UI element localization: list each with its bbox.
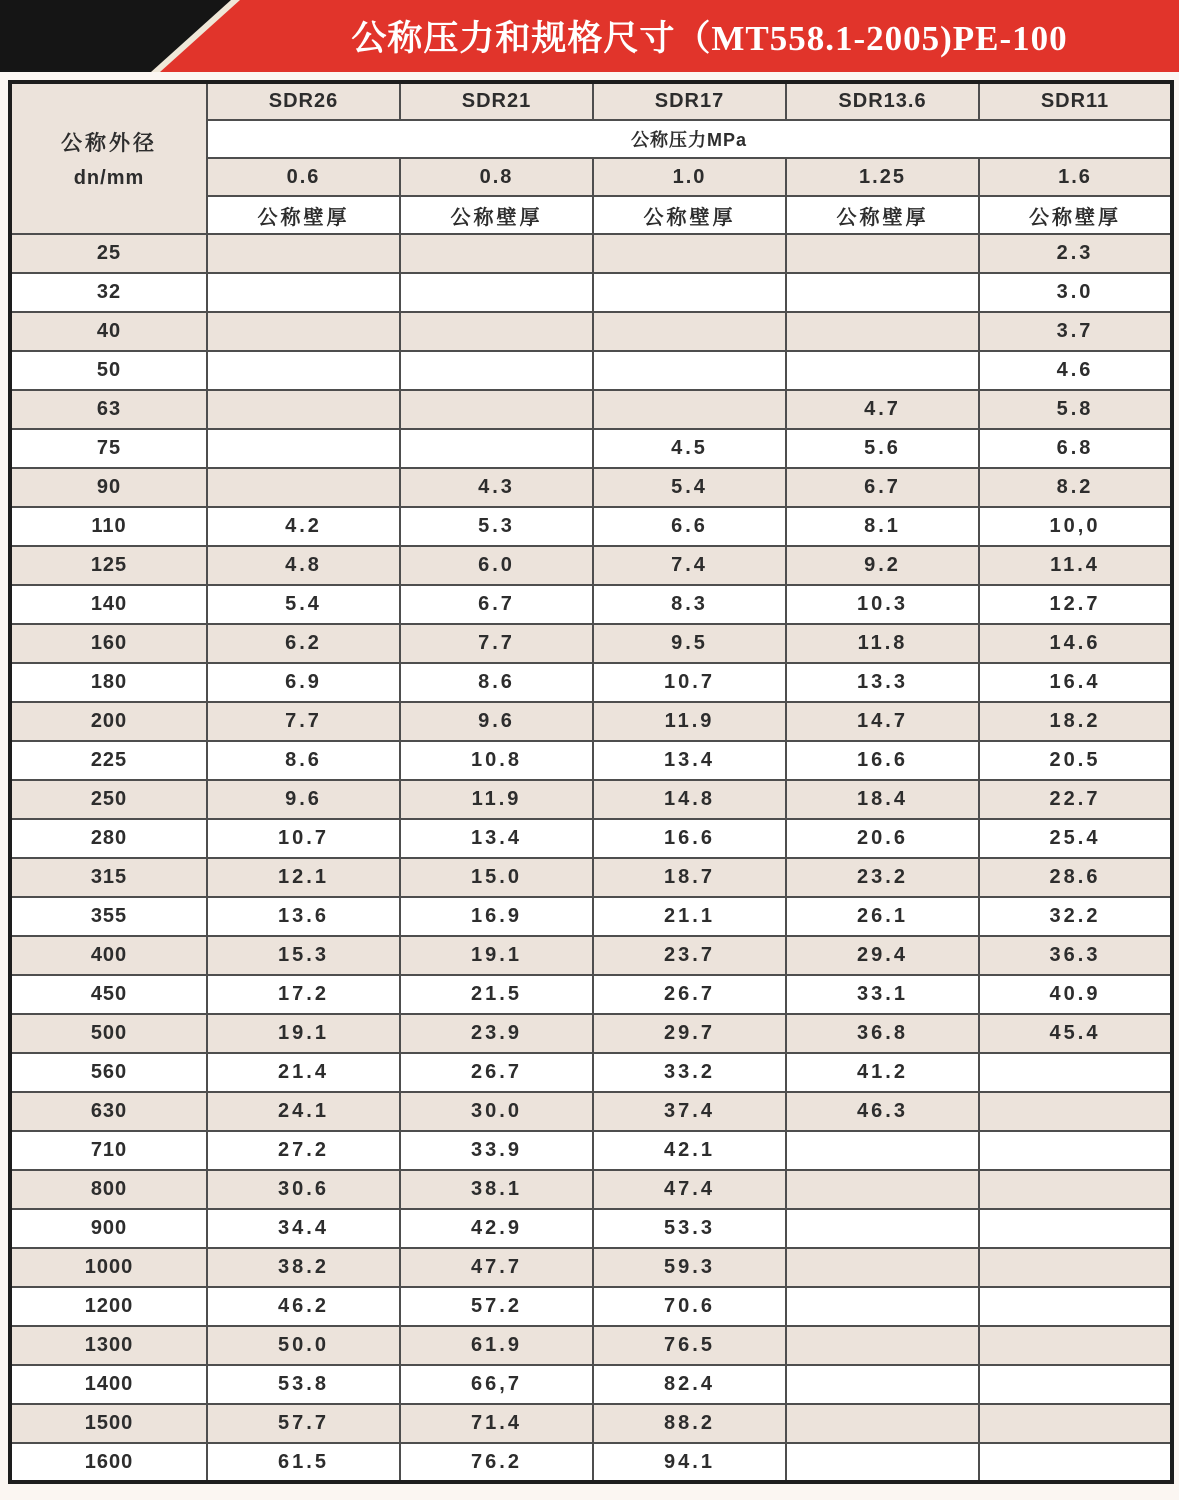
wall-thickness-cell: 26.7: [400, 1053, 593, 1092]
wall-thickness-cell: 4.8: [207, 546, 400, 585]
wall-thickness-cell: 45.4: [979, 1014, 1172, 1053]
wall-thickness-cell: 6.7: [786, 468, 979, 507]
pressure-unit-header: 公称压力MPa: [207, 120, 1172, 158]
table-row: [10, 1209, 1172, 1248]
wall-thickness-cell: [400, 429, 593, 468]
wall-thickness-cell: [786, 1209, 979, 1248]
dn-cell: 63: [10, 390, 207, 429]
wall-thickness-cell: 12.7: [979, 585, 1172, 624]
dn-cell: 1200: [10, 1287, 207, 1326]
wall-thickness-cell: 23.7: [593, 936, 786, 975]
wall-thickness-cell: 21.1: [593, 897, 786, 936]
wall-thickness-cell: [979, 1365, 1172, 1404]
wall-thickness-cell: 14.6: [979, 624, 1172, 663]
dn-cell: 450: [10, 975, 207, 1014]
wall-thickness-cell: [979, 1092, 1172, 1131]
dn-cell: 125: [10, 546, 207, 585]
table-row: [10, 351, 1172, 390]
wall-thickness-cell: 11.9: [593, 702, 786, 741]
wall-thickness-cell: 9.2: [786, 546, 979, 585]
table-row: [10, 546, 1172, 585]
wall-thickness-cell: 4.7: [786, 390, 979, 429]
dn-cell: 560: [10, 1053, 207, 1092]
wall-thickness-cell: 50.0: [207, 1326, 400, 1365]
wall-thickness-cell: 30.0: [400, 1092, 593, 1131]
wall-thickness-cell: [979, 1326, 1172, 1365]
table-row: [10, 819, 1172, 858]
pressure-value: 1.25: [786, 158, 979, 196]
wall-thickness-cell: 16.4: [979, 663, 1172, 702]
wall-thickness-cell: 38.2: [207, 1248, 400, 1287]
dn-cell: 315: [10, 858, 207, 897]
dn-cell: 90: [10, 468, 207, 507]
wall-thickness-cell: 10.7: [207, 819, 400, 858]
wall-thickness-cell: 18.2: [979, 702, 1172, 741]
wall-thickness-cell: [979, 1170, 1172, 1209]
table-row: [10, 1287, 1172, 1326]
wall-thickness-cell: 21.5: [400, 975, 593, 1014]
table-row: [10, 702, 1172, 741]
wall-thickness-cell: 10.8: [400, 741, 593, 780]
wall-thickness-cell: [979, 1248, 1172, 1287]
wall-thickness-cell: 4.5: [593, 429, 786, 468]
wall-thickness-cell: 61.5: [207, 1443, 400, 1482]
wall-thickness-cell: 57.7: [207, 1404, 400, 1443]
wall-thickness-cell: [786, 351, 979, 390]
wall-thickness-cell: 41.2: [786, 1053, 979, 1092]
wall-thickness-cell: 21.4: [207, 1053, 400, 1092]
wall-thickness-header: 公称壁厚: [207, 196, 400, 234]
table-row: [10, 1365, 1172, 1404]
table-row: [10, 975, 1172, 1014]
wall-thickness-cell: 42.9: [400, 1209, 593, 1248]
wall-thickness-cell: 33.9: [400, 1131, 593, 1170]
wall-thickness-cell: [207, 429, 400, 468]
table-row: [10, 858, 1172, 897]
wall-thickness-cell: 7.4: [593, 546, 786, 585]
spec-table-body: [10, 234, 1172, 1482]
sdr-header-sdr11: SDR11: [979, 82, 1172, 120]
wall-thickness-cell: 6.0: [400, 546, 593, 585]
wall-thickness-cell: 34.4: [207, 1209, 400, 1248]
wall-thickness-cell: 8.1: [786, 507, 979, 546]
wall-thickness-cell: 33.1: [786, 975, 979, 1014]
wall-thickness-cell: 2.3: [979, 234, 1172, 273]
table-row: [10, 1326, 1172, 1365]
dn-cell: 280: [10, 819, 207, 858]
dn-cell: 225: [10, 741, 207, 780]
wall-thickness-cell: [979, 1131, 1172, 1170]
wall-thickness-cell: 5.3: [400, 507, 593, 546]
wall-thickness-cell: 8.6: [400, 663, 593, 702]
wall-thickness-cell: 26.1: [786, 897, 979, 936]
wall-thickness-cell: 13.4: [400, 819, 593, 858]
wall-thickness-cell: 70.6: [593, 1287, 786, 1326]
dn-cell: 50: [10, 351, 207, 390]
corner-header-line2: dn/mm: [73, 167, 145, 189]
wall-thickness-cell: 4.6: [979, 351, 1172, 390]
wall-thickness-cell: 5.4: [593, 468, 786, 507]
wall-thickness-cell: [786, 1170, 979, 1209]
wall-thickness-cell: 33.2: [593, 1053, 786, 1092]
wall-thickness-cell: 6.2: [207, 624, 400, 663]
wall-thickness-cell: 13.6: [207, 897, 400, 936]
wall-thickness-cell: 19.1: [207, 1014, 400, 1053]
wall-thickness-cell: 11.9: [400, 780, 593, 819]
wall-thickness-cell: 59.3: [593, 1248, 786, 1287]
wall-thickness-cell: [786, 1287, 979, 1326]
sdr-header-sdr13-6: SDR13.6: [786, 82, 979, 120]
corner-header-line1: 公称外径: [61, 132, 157, 155]
wall-thickness-cell: 46.2: [207, 1287, 400, 1326]
wall-thickness-cell: 32.2: [979, 897, 1172, 936]
dn-cell: 1600: [10, 1443, 207, 1482]
dn-cell: 900: [10, 1209, 207, 1248]
wall-thickness-cell: 24.1: [207, 1092, 400, 1131]
dn-cell: 140: [10, 585, 207, 624]
dn-cell: 355: [10, 897, 207, 936]
wall-thickness-header: 公称壁厚: [979, 196, 1172, 234]
wall-thickness-header: 公称壁厚: [786, 196, 979, 234]
wall-thickness-cell: [400, 273, 593, 312]
wall-thickness-cell: [979, 1404, 1172, 1443]
wall-thickness-cell: 9.5: [593, 624, 786, 663]
pressure-value: 1.0: [593, 158, 786, 196]
pressure-value: 1.6: [979, 158, 1172, 196]
wall-thickness-cell: [786, 1131, 979, 1170]
dn-cell: 1500: [10, 1404, 207, 1443]
wall-thickness-cell: 17.2: [207, 975, 400, 1014]
page-title: 公称压力和规格尺寸（MT558.1-2005)PE-100: [351, 19, 1068, 58]
wall-thickness-cell: [207, 351, 400, 390]
dn-cell: 110: [10, 507, 207, 546]
dn-cell: 1400: [10, 1365, 207, 1404]
wall-thickness-cell: 5.8: [979, 390, 1172, 429]
sdr-header-sdr17: SDR17: [593, 82, 786, 120]
wall-thickness-cell: [979, 1209, 1172, 1248]
table-row: [10, 1170, 1172, 1209]
wall-thickness-cell: [979, 1053, 1172, 1092]
wall-thickness-cell: [786, 234, 979, 273]
wall-thickness-cell: 66,7: [400, 1365, 593, 1404]
sdr-header-sdr26: SDR26: [207, 82, 400, 120]
sdr-header-row: [10, 82, 1172, 120]
wall-thickness-cell: 15.3: [207, 936, 400, 975]
wall-thickness-cell: [593, 351, 786, 390]
wall-thickness-cell: 8.6: [207, 741, 400, 780]
dn-cell: 180: [10, 663, 207, 702]
table-row: [10, 585, 1172, 624]
wall-thickness-cell: [786, 1365, 979, 1404]
wall-thickness-cell: [400, 234, 593, 273]
dn-cell: 250: [10, 780, 207, 819]
wall-thickness-cell: 20.6: [786, 819, 979, 858]
table-row: [10, 624, 1172, 663]
wall-thickness-cell: [593, 273, 786, 312]
pressure-value: 0.8: [400, 158, 593, 196]
table-row: [10, 780, 1172, 819]
wall-thickness-cell: 14.7: [786, 702, 979, 741]
wall-thickness-cell: 9.6: [400, 702, 593, 741]
table-row: [10, 1092, 1172, 1131]
wall-thickness-cell: [979, 1443, 1172, 1482]
wall-thickness-cell: 36.8: [786, 1014, 979, 1053]
wall-thickness-cell: [979, 1287, 1172, 1326]
wall-thickness-cell: [593, 390, 786, 429]
wall-thickness-cell: [207, 273, 400, 312]
wall-thickness-cell: [400, 351, 593, 390]
wall-thickness-cell: 47.4: [593, 1170, 786, 1209]
dn-cell: 25: [10, 234, 207, 273]
wall-thickness-cell: 7.7: [207, 702, 400, 741]
wall-thickness-cell: 13.4: [593, 741, 786, 780]
table-row: [10, 1248, 1172, 1287]
wall-thickness-cell: 71.4: [400, 1404, 593, 1443]
wall-thickness-cell: 8.3: [593, 585, 786, 624]
wall-thickness-cell: [207, 468, 400, 507]
wall-thickness-cell: 6.8: [979, 429, 1172, 468]
dn-cell: 1000: [10, 1248, 207, 1287]
table-row: [10, 312, 1172, 351]
wall-thickness-cell: 47.7: [400, 1248, 593, 1287]
wall-thickness-cell: 82.4: [593, 1365, 786, 1404]
wall-thickness-cell: 28.6: [979, 858, 1172, 897]
wall-thickness-cell: 26.7: [593, 975, 786, 1014]
sdr-header-sdr21: SDR21: [400, 82, 593, 120]
table-row: [10, 897, 1172, 936]
wall-thickness-cell: 16.6: [593, 819, 786, 858]
wall-thickness-header: 公称壁厚: [400, 196, 593, 234]
wall-thickness-cell: 11.8: [786, 624, 979, 663]
table-row: [10, 1131, 1172, 1170]
wall-thickness-cell: 11.4: [979, 546, 1172, 585]
wall-thickness-cell: 16.9: [400, 897, 593, 936]
dn-cell: 500: [10, 1014, 207, 1053]
wall-thickness-cell: 6.9: [207, 663, 400, 702]
wall-thickness-cell: [593, 312, 786, 351]
wall-thickness-cell: 20.5: [979, 741, 1172, 780]
wall-thickness-cell: [786, 1404, 979, 1443]
table-row: [10, 663, 1172, 702]
title-banner: [0, 0, 1179, 72]
dn-cell: 75: [10, 429, 207, 468]
wall-thickness-cell: 16.6: [786, 741, 979, 780]
dn-cell: 32: [10, 273, 207, 312]
table-row: [10, 936, 1172, 975]
wall-thickness-cell: 22.7: [979, 780, 1172, 819]
wall-thickness-cell: 36.3: [979, 936, 1172, 975]
wall-thickness-cell: 38.1: [400, 1170, 593, 1209]
table-row: [10, 1443, 1172, 1482]
wall-thickness-cell: 76.2: [400, 1443, 593, 1482]
wall-thickness-cell: 18.4: [786, 780, 979, 819]
wall-thickness-cell: 13.3: [786, 663, 979, 702]
table-row: [10, 1404, 1172, 1443]
wall-thickness-cell: [786, 1443, 979, 1482]
wall-thickness-cell: 12.1: [207, 858, 400, 897]
wall-thickness-cell: 4.3: [400, 468, 593, 507]
wall-thickness-cell: [786, 273, 979, 312]
wall-thickness-cell: [400, 312, 593, 351]
wall-thickness-cell: 88.2: [593, 1404, 786, 1443]
wall-thickness-cell: [207, 234, 400, 273]
wall-thickness-cell: 10.7: [593, 663, 786, 702]
wall-thickness-cell: 61.9: [400, 1326, 593, 1365]
wall-thickness-cell: 76.5: [593, 1326, 786, 1365]
table-row: [10, 1053, 1172, 1092]
table-row: [10, 507, 1172, 546]
wall-thickness-cell: 15.0: [400, 858, 593, 897]
wall-thickness-cell: 57.2: [400, 1287, 593, 1326]
wall-thickness-cell: 46.3: [786, 1092, 979, 1131]
wall-thickness-cell: 37.4: [593, 1092, 786, 1131]
wall-thickness-cell: 19.1: [400, 936, 593, 975]
wall-thickness-cell: 8.2: [979, 468, 1172, 507]
wall-thickness-cell: [400, 390, 593, 429]
wall-thickness-cell: [207, 390, 400, 429]
wall-thickness-header: 公称壁厚: [593, 196, 786, 234]
wall-thickness-cell: 53.8: [207, 1365, 400, 1404]
wall-thickness-cell: 29.7: [593, 1014, 786, 1053]
dn-cell: 800: [10, 1170, 207, 1209]
wall-thickness-cell: 5.6: [786, 429, 979, 468]
wall-thickness-cell: 18.7: [593, 858, 786, 897]
wall-thickness-cell: 10,0: [979, 507, 1172, 546]
wall-thickness-cell: 10.3: [786, 585, 979, 624]
wall-thickness-cell: 53.3: [593, 1209, 786, 1248]
wall-thickness-cell: [786, 1326, 979, 1365]
wall-thickness-cell: 25.4: [979, 819, 1172, 858]
wall-thickness-cell: 9.6: [207, 780, 400, 819]
wall-thickness-cell: 5.4: [207, 585, 400, 624]
wall-thickness-cell: [786, 312, 979, 351]
table-row: [10, 390, 1172, 429]
wall-thickness-cell: 7.7: [400, 624, 593, 663]
wall-thickness-cell: 4.2: [207, 507, 400, 546]
table-row: [10, 273, 1172, 312]
wall-thickness-cell: 94.1: [593, 1443, 786, 1482]
spec-table: [8, 80, 1174, 1484]
table-row: [10, 741, 1172, 780]
wall-thickness-cell: 3.0: [979, 273, 1172, 312]
wall-thickness-cell: 30.6: [207, 1170, 400, 1209]
wall-thickness-cell: 40.9: [979, 975, 1172, 1014]
dn-cell: 400: [10, 936, 207, 975]
dn-cell: 630: [10, 1092, 207, 1131]
wall-thickness-cell: 14.8: [593, 780, 786, 819]
wall-thickness-cell: [593, 234, 786, 273]
corner-header: [10, 82, 207, 234]
wall-thickness-cell: [786, 1248, 979, 1287]
table-row: [10, 429, 1172, 468]
wall-thickness-cell: 3.7: [979, 312, 1172, 351]
wall-thickness-cell: 23.2: [786, 858, 979, 897]
table-row: [10, 468, 1172, 507]
table-row: [10, 1014, 1172, 1053]
dn-cell: 200: [10, 702, 207, 741]
wall-thickness-cell: [207, 312, 400, 351]
table-row: [10, 234, 1172, 273]
dn-cell: 160: [10, 624, 207, 663]
dn-cell: 710: [10, 1131, 207, 1170]
wall-thickness-cell: 27.2: [207, 1131, 400, 1170]
pressure-value: 0.6: [207, 158, 400, 196]
wall-thickness-cell: 6.7: [400, 585, 593, 624]
wall-thickness-cell: 42.1: [593, 1131, 786, 1170]
wall-thickness-cell: 23.9: [400, 1014, 593, 1053]
dn-cell: 40: [10, 312, 207, 351]
dn-cell: 1300: [10, 1326, 207, 1365]
wall-thickness-cell: 6.6: [593, 507, 786, 546]
wall-thickness-cell: 29.4: [786, 936, 979, 975]
